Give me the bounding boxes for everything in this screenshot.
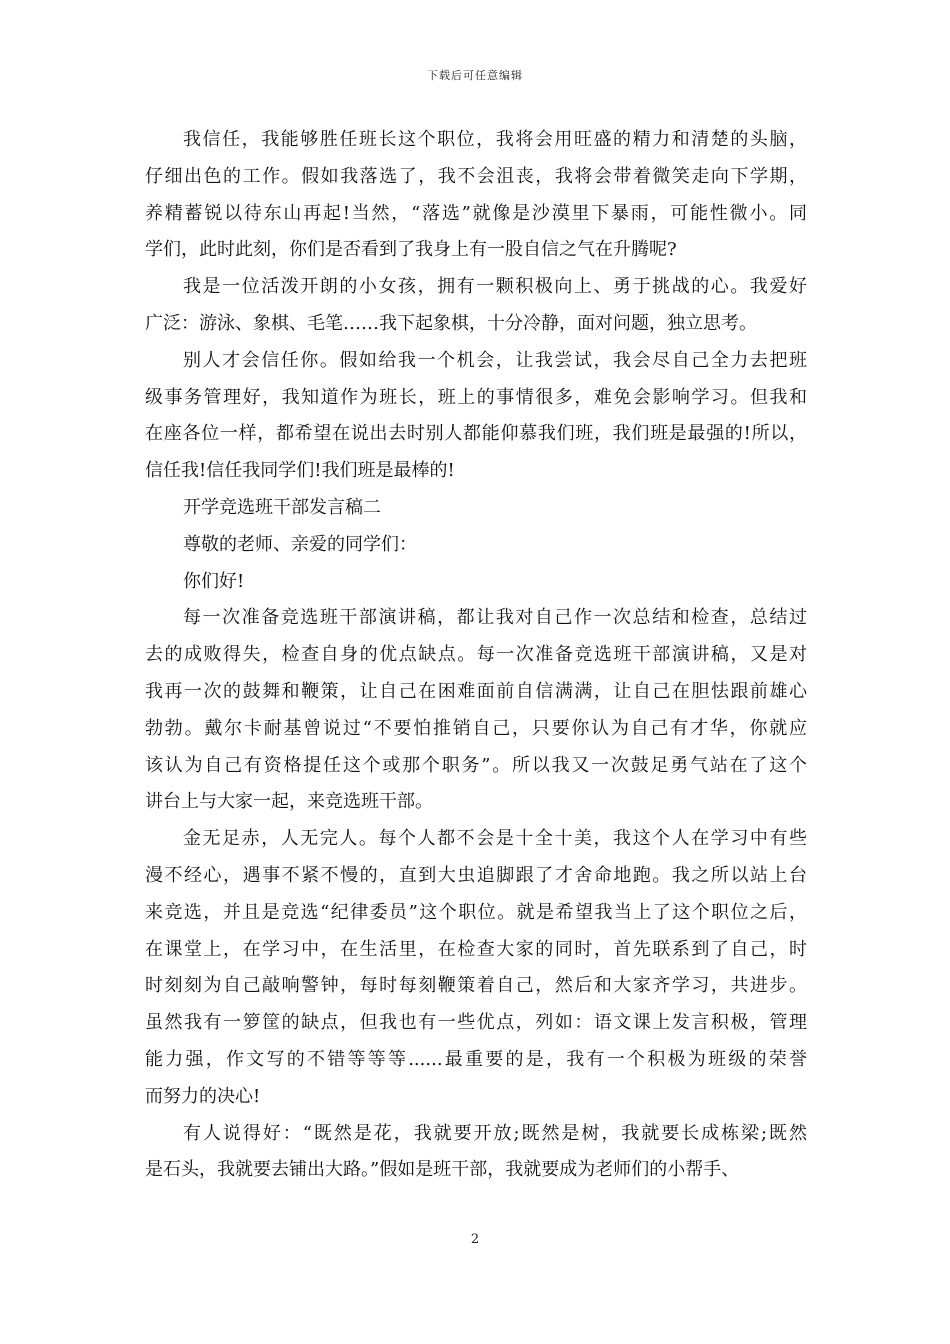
paragraph-line: 讲台上与大家一起，来竞选班干部。	[145, 791, 433, 813]
paragraph	[145, 490, 807, 527]
paragraph-line: 我是一位活泼开朗的小女孩，拥有一颗积极向上、勇于挑战的心。我爱好	[183, 276, 807, 298]
paragraph-line: 该认为自己有资格提任这个或那个职务”。所以我又一次鼓足勇气站在了这个	[145, 754, 807, 776]
paragraph	[145, 600, 807, 821]
paragraph-line: 在座各位一样，都希望在说出去时别人都能仰慕我们班，我们班是最强的!所以，	[145, 423, 807, 445]
paragraph	[145, 564, 807, 601]
paragraph-line: 我再一次的鼓舞和鞭策，让自己在困难面前自信满满，让自己在胆怯跟前雄心	[145, 680, 807, 702]
paragraph-line: 养精蓄锐以待东山再起!当然，“落选”就像是沙漠里下暴雨，可能性微小。同	[145, 202, 807, 224]
paragraph-line: 仔细出色的工作。假如我落选了，我不会沮丧，我将会带着微笑走向下学期，	[145, 165, 807, 187]
paragraph	[145, 821, 807, 1115]
page-number: 2	[470, 1232, 480, 1247]
page-header: 下载后可任意编辑	[427, 69, 523, 82]
paragraph-line: 时刻刻为自己敲响警钟，每时每刻鞭策着自己，然后和大家齐学习，共进步。	[145, 975, 807, 997]
paragraph-line: 开学竞选班干部发言稿二	[183, 496, 381, 518]
paragraph-line: 是石头，我就要去铺出大路。”假如是班干部，我就要成为老师们的小帮手、	[145, 1159, 740, 1181]
paragraph-line: 信任我!信任我同学们!我们班是最棒的!	[145, 460, 455, 482]
paragraph-line: 在课堂上，在学习中，在生活里，在检查大家的同时，首先联系到了自己，时	[145, 938, 807, 960]
paragraph-line: 每一次准备竞选班干部演讲稿，都让我对自己作一次总结和检查，总结过	[183, 607, 807, 629]
paragraph-line: 去的成败得失，检查自身的优点缺点。每一次准备竞选班干部演讲稿，又是对	[145, 644, 807, 666]
paragraph-line: 有人说得好：“既然是花，我就要开放;既然是树，我就要长成栋梁;既然	[183, 1122, 807, 1144]
paragraph	[145, 122, 807, 269]
document-body	[145, 122, 807, 1189]
paragraph-line: 学们，此时此刻，你们是否看到了我身上有一股自信之气在升腾呢?	[145, 239, 677, 261]
paragraph-line: 金无足赤，人无完人。每个人都不会是十全十美，我这个人在学习中有些	[183, 828, 807, 850]
paragraph-line: 广泛：游泳、象棋、毛笔……我下起象棋，十分冷静，面对问题，独立思考。	[145, 312, 757, 334]
paragraph-line: 来竞选，并且是竞选“纪律委员”这个职位。就是希望我当上了这个职位之后，	[145, 901, 807, 923]
paragraph-line: 漫不经心，遇事不紧不慢的，直到大虫追脚跟了才舍命地跑。我之所以站上台	[145, 864, 807, 886]
paragraph-line: 虽然我有一箩筐的缺点，但我也有一些优点，列如：语文课上发言积极，管理	[145, 1012, 807, 1034]
paragraph	[145, 269, 807, 343]
paragraph	[145, 343, 807, 490]
paragraph	[145, 1116, 807, 1190]
paragraph-line: 勃勃。戴尔卡耐基曾说过“不要怕推销自己，只要你认为自己有才华，你就应	[145, 717, 807, 739]
paragraph-line: 我信任，我能够胜任班长这个职位，我将会用旺盛的精力和清楚的头脑，	[183, 129, 807, 150]
paragraph-line: 尊敬的老师、亲爱的同学们：	[183, 533, 417, 555]
paragraph-line: 而努力的决心!	[145, 1085, 261, 1107]
paragraph-line: 别人才会信任你。假如给我一个机会，让我尝试，我会尽自己全力去把班	[183, 349, 807, 371]
paragraph-line: 能力强，作文写的不错等等等......最重要的是，我有一个积极为班级的荣誉	[145, 1048, 807, 1070]
paragraph-line: 级事务管理好，我知道作为班长，班上的事情很多，难免会影响学习。但我和	[145, 386, 807, 408]
paragraph-line: 你们好!	[183, 570, 245, 592]
paragraph	[145, 527, 807, 564]
